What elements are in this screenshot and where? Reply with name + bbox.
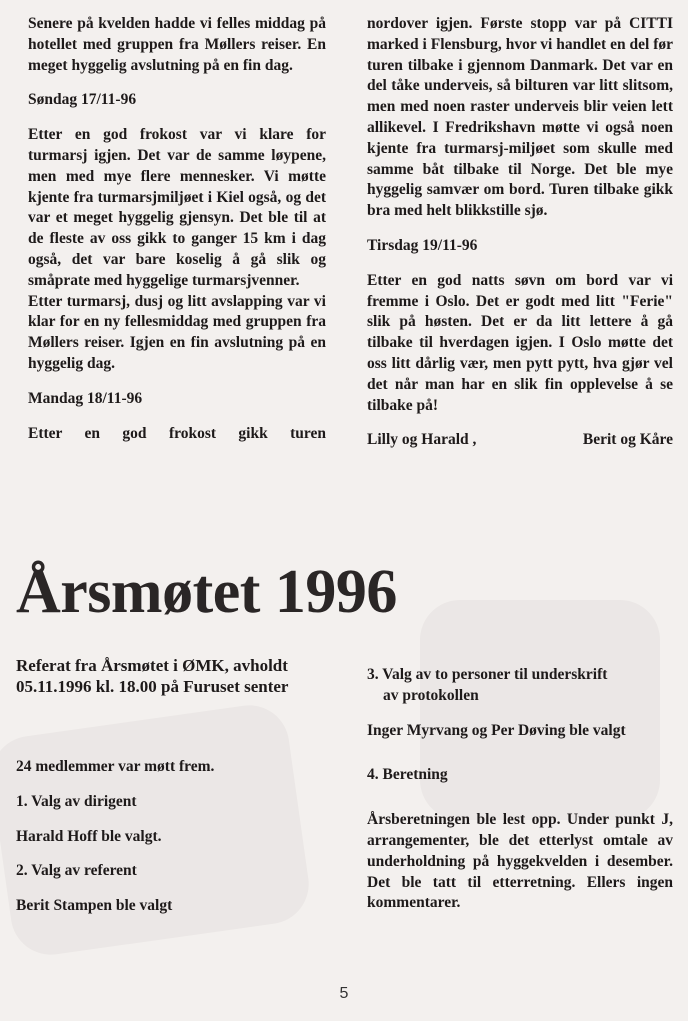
section-heading-tuesday: Tirsdag 19/11-96 xyxy=(367,236,478,254)
agenda-item-3-heading-line1: 3. Valg av to personer til underskrift xyxy=(367,666,608,683)
paragraph: Etter en god natts søvn om bord var vi fremme i Oslo. Det er godt med litt "Ferie" slik på høsten. Det er da litt lettere å gå tilbake til hverdagen igjen. I Oslo møtte det oss litt dårlig vær, men pytt pytt, hva gjør vel det når man har en slik fin opplevelse å se tilbake på! xyxy=(367,271,673,414)
agenda-item-2-heading: 2. Valg av referent xyxy=(16,862,137,880)
signature-left: Lilly og Harald , xyxy=(367,431,477,449)
left-column-top xyxy=(28,14,326,444)
agenda-item-4-heading: 4. Beretning xyxy=(367,766,448,784)
paragraph: Etter en god frokost gikk turen xyxy=(28,424,326,442)
paragraph: Senere på kvelden hadde vi felles middag på hotellet med gruppen fra Møllers reiser. En meget hyggelig avslutning på en fin dag. xyxy=(28,15,326,74)
section-heading-monday: Mandag 18/11-96 xyxy=(28,389,143,407)
signature-line xyxy=(367,430,673,451)
attendance-text: 24 medlemmer var møtt frem. xyxy=(16,758,215,775)
page-number: 5 xyxy=(339,985,349,1002)
left-column-bottom xyxy=(16,655,326,917)
agenda-item-2-text: Berit Stampen ble valgt xyxy=(16,897,173,915)
article-title: Årsmøtet 1996 xyxy=(16,558,397,626)
agenda-item-3-heading xyxy=(367,665,673,707)
agenda-item-3-heading-line2: av protokollen xyxy=(383,686,479,704)
agenda-item-4-text: Årsberetningen ble lest opp. Under punkt J, arrangementer, ble det etterlyst omtale av underholdning på hyggekvelden i desember. Det ble tatt til etterretning. Ellers ingen kommentarer. xyxy=(367,811,673,912)
agenda-item-1-text: Harald Hoff ble valgt. xyxy=(16,827,162,845)
right-column-bottom xyxy=(367,665,673,914)
paragraph: Etter en god frokost var vi klare for turmarsj igjen. Det var de samme løypene, men med mye flere mennesker. Vi møtte kjente fra turmarsjmiljøet i Kiel også, og det var et meget hyggelig gjensyn. Det ble til at de fleste av oss gikk to ganger 15 km i dag også, det var bare koselig å gå slik og småprate med hyggelige turmarsjvenner. xyxy=(28,126,326,289)
agenda-item-3-text: Inger Myrvang og Per Døving ble valgt xyxy=(367,721,626,739)
paragraph: Etter turmarsj, dusj og litt avslapping var vi klar for en ny fellesmiddag med gruppen fra Møllers reiser. Igjen en fin avslutning på en hyggelig dag. xyxy=(28,292,326,372)
section-heading-sunday: Søndag 17/11-96 xyxy=(28,91,137,109)
minutes-intro: Referat fra Årsmøtet i ØMK, avholdt 05.11.1996 kl. 18.00 på Furuset senter xyxy=(16,656,289,696)
right-column-top xyxy=(367,14,673,451)
signature-right: Berit og Kåre xyxy=(582,431,673,449)
agenda-item-1-heading: 1. Valg av dirigent xyxy=(16,792,137,810)
paragraph: nordover igjen. Første stopp var på CITTI marked i Flensburg, hvor vi handlet en del før turen tilbake i gjennom Danmark. Det var en del tåke underveis, så bilturen var litt slitsom, men med noen raster underveis blir veien lett allikevel. I Fredrikshavn møtte vi også noen kjente fra turmarsj-miljøet som skulle med samme båt tilbake til Norge. Det ble mye hyggelig samvær om bord. Turen tilbake gikk bra med helt blikkstille sjø. xyxy=(367,15,673,220)
